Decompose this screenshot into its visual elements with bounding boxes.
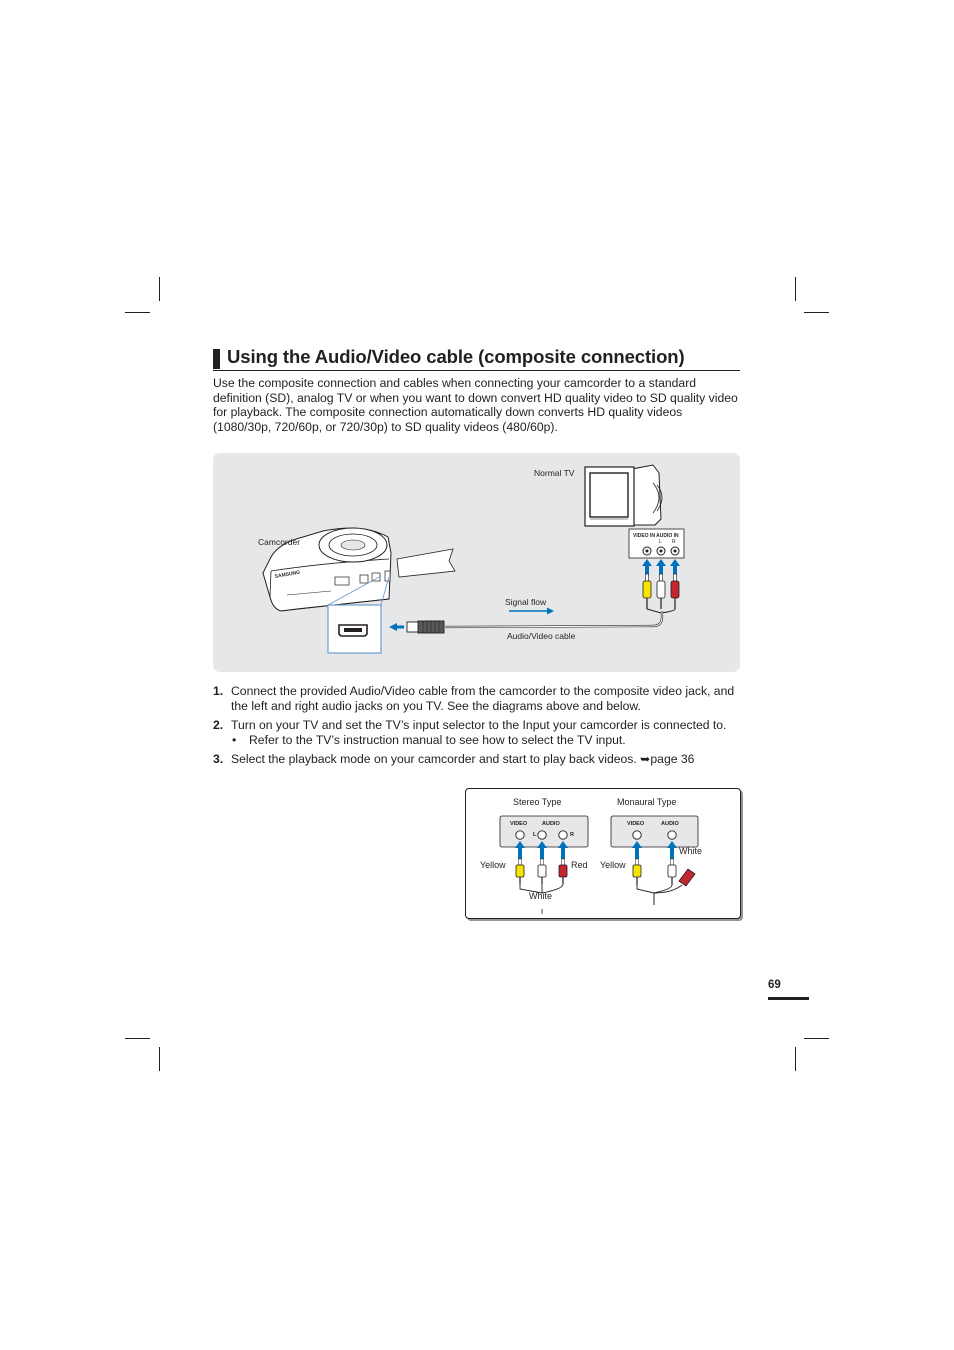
signal-arrows [642, 559, 680, 575]
svg-text:AUDIO: AUDIO [661, 821, 679, 827]
monaural-yellow-label: Yellow [600, 860, 626, 870]
page-number: 69 [768, 979, 781, 991]
bullet-point: • [232, 732, 237, 747]
crop-mark [125, 312, 150, 313]
step-number: 1. [213, 684, 224, 698]
svg-text:VIDEO: VIDEO [510, 821, 528, 827]
page-title: Using the Audio/Video cable (composite connection) [227, 346, 685, 367]
crop-mark [125, 1038, 150, 1039]
crop-mark [804, 1038, 829, 1039]
heading-bar [213, 349, 220, 369]
monaural-plugs [633, 859, 695, 905]
stereo-red-label: Red [571, 860, 588, 870]
crop-mark [795, 1047, 796, 1071]
step-text: Select the playback mode on your camcorder and start to play back videos. ➥page 36 [231, 752, 695, 766]
page-number-rule [768, 997, 809, 1000]
svg-text:VIDEO IN AUDIO IN: VIDEO IN AUDIO IN [633, 533, 679, 539]
step-text: Turn on your TV and set the TV’s input selector to the Input your camcorder is connected to. [231, 718, 727, 732]
svg-text:L: L [533, 832, 537, 838]
camcorder-label: Camcorder [258, 537, 301, 547]
svg-text:SAMSUNG: SAMSUNG [274, 569, 301, 580]
instruction-steps [213, 684, 743, 772]
intro-paragraph: Use the composite connection and cables when connecting your camcorder to a standard definition (SD), analog TV or when you want to down convert HD quality video to SD quality video for playback. The composite connection automatically down converts HD quality videos (1080/30p, 720/60p, or 720/30p) to SD quality videos (480/60p). [213, 376, 738, 434]
stereo-white-label: White [529, 891, 553, 901]
svg-text:VIDEO: VIDEO [627, 821, 645, 827]
connection-types-box [465, 788, 741, 919]
step-subnote [231, 733, 743, 748]
crop-mark [795, 277, 796, 301]
step-number: 2. [213, 718, 224, 732]
step-item [213, 752, 743, 767]
crop-mark [159, 1047, 160, 1071]
av-plugs [643, 574, 679, 613]
step-text: Connect the provided Audio/Video cable from the camcorder to the composite video jack, and the left and right audio jacks on you TV. See the diagrams above and below. [231, 684, 735, 713]
step-item [213, 684, 743, 713]
step-number: 3. [213, 752, 224, 766]
monaural-jack-panel [611, 816, 698, 847]
svg-text:AUDIO: AUDIO [542, 821, 560, 827]
stereo-yellow-label: Yellow [480, 860, 506, 870]
svg-text:R: R [672, 539, 676, 545]
stereo-type-title: Stereo Type [513, 797, 562, 807]
av-cable-label: Audio/Video cable [507, 631, 576, 641]
tv-illustration [585, 465, 662, 526]
stereo-plugs [516, 859, 567, 914]
subnote-text: Refer to the TV’s instruction manual to see how to select the TV input. [249, 732, 626, 747]
signal-flow-label: Signal flow [505, 597, 547, 607]
crop-mark [804, 312, 829, 313]
crop-mark [159, 277, 160, 301]
connection-diagram [213, 453, 740, 672]
svg-text:L: L [659, 539, 662, 545]
step-item [213, 718, 743, 747]
monaural-white-label: White [679, 846, 703, 856]
tv-jack-panel [629, 529, 684, 558]
monaural-type-title: Monaural Type [617, 797, 677, 807]
connection-illustration [213, 453, 740, 672]
normal-tv-label: Normal TV [534, 468, 575, 478]
signal-flow-arrow [509, 608, 554, 615]
section-heading [213, 347, 740, 371]
cable-connector [407, 621, 444, 633]
svg-text:R: R [570, 832, 574, 838]
